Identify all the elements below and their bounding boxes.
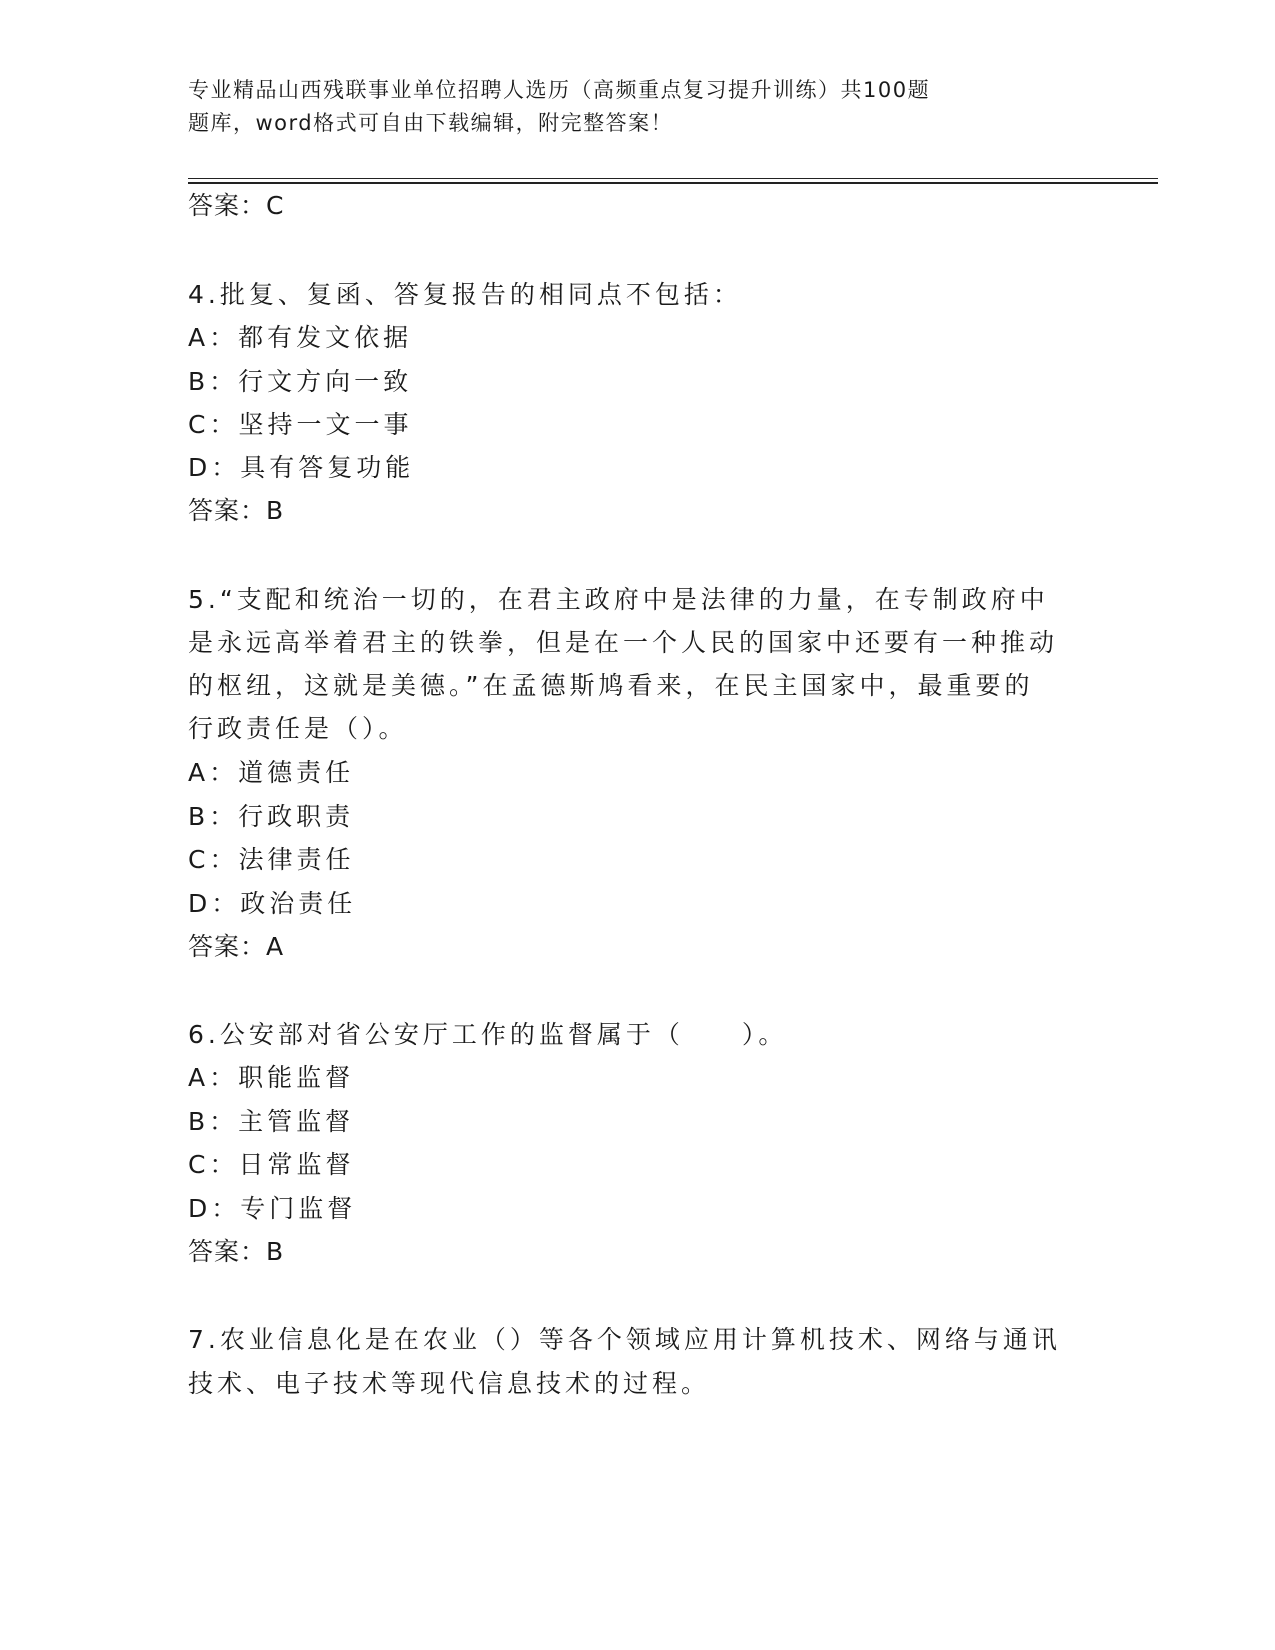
question-6-stem: 6.公安部对省公安厅工作的监督属于（ ）。 [188, 1020, 788, 1049]
question-5-option-a: A：道德责任 [188, 758, 355, 787]
header-rule-thin [188, 178, 1158, 179]
question-6-option-d: D：专门监督 [188, 1194, 357, 1223]
question-4-option-a: A：都有发文依据 [188, 323, 413, 352]
question-5-stem-line-4: 行政责任是（）。 [188, 714, 408, 743]
header-line-2: 题库，word格式可自由下载编辑，附完整答案！ [188, 111, 674, 135]
question-5-stem-line-2: 是永远高举着君主的铁拳，但是在一个人民的国家中还要有一种推动 [188, 628, 1059, 657]
question-4-answer: 答案：B [188, 496, 285, 525]
question-5-option-c: C：法律责任 [188, 845, 355, 874]
question-5-stem-line-3: 的枢纽，这就是美德。”在孟德斯鸠看来，在民主国家中，最重要的 [188, 671, 1034, 700]
question-5-option-d: D：政治责任 [188, 889, 357, 918]
question-4-option-c: C：坚持一文一事 [188, 410, 413, 439]
question-5-answer: 答案：A [188, 932, 285, 961]
question-4-option-d: D：具有答复功能 [188, 453, 415, 482]
header-line-1: 专业精品山西残联事业单位招聘人选历（高频重点复习提升训练）共100题 [188, 78, 931, 102]
question-6-option-b: B：主管监督 [188, 1107, 355, 1136]
question-6-answer: 答案：B [188, 1237, 285, 1266]
question-7-stem-line-1: 7.农业信息化是在农业（）等各个领域应用计算机技术、网络与通讯 [188, 1325, 1061, 1354]
question-7-stem-line-2: 技术、电子技术等现代信息技术的过程。 [188, 1369, 711, 1398]
question-6-option-c: C：日常监督 [188, 1150, 355, 1179]
question-5-stem-line-1: 5.“支配和统治一切的，在君主政府中是法律的力量，在专制政府中 [188, 585, 1049, 614]
answer-q3: 答案：C [188, 191, 285, 220]
document-header [188, 74, 1028, 140]
question-5-option-b: B：行政职责 [188, 802, 355, 831]
question-4-stem: 4.批复、复函、答复报告的相同点不包括： [188, 280, 742, 309]
question-4-option-b: B：行文方向一致 [188, 367, 413, 396]
question-6-option-a: A：职能监督 [188, 1063, 355, 1092]
header-rule-thick [188, 182, 1158, 184]
